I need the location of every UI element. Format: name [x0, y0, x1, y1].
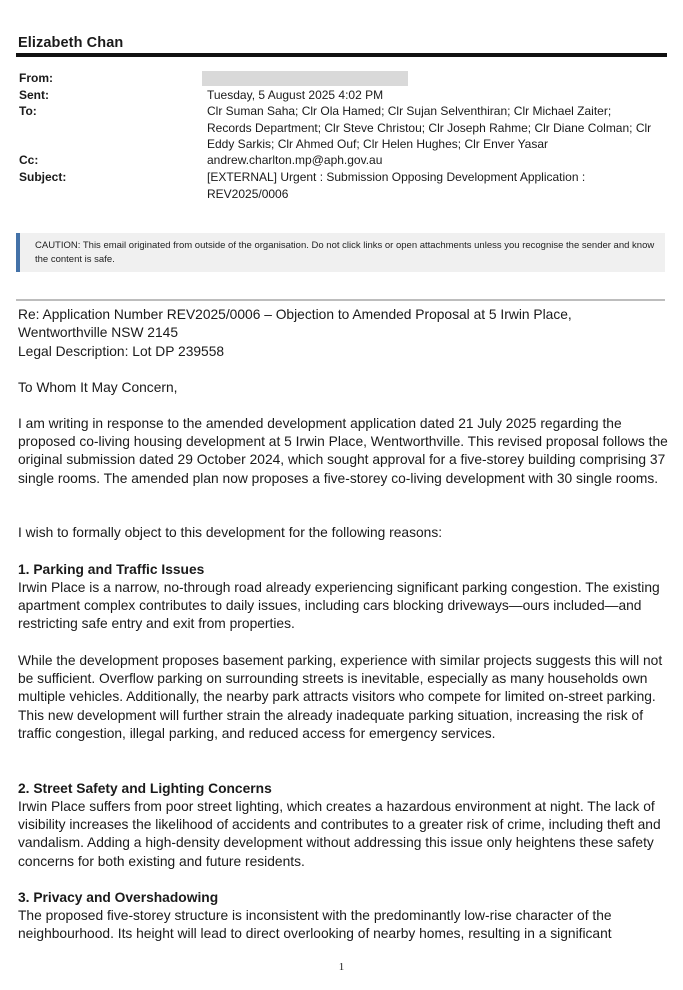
sender-name: Elizabeth Chan	[18, 35, 124, 51]
cc-label: Cc:	[19, 153, 39, 167]
to-label: To:	[19, 104, 37, 118]
salutation: To Whom It May Concern,	[18, 380, 178, 395]
page-number: 1	[338, 961, 345, 973]
parking-paragraph-2: While the development proposes basement parking, experience with similar projects suggests this will not be sufficient. Overflow parking on surrounding streets is inevitable, especially as many households own multiple vehicles. Additionally, the nearby park attracts visitors who compete for limited on-street parking. This new development will further strain the already inadequate parking situation, increasing the risk of traffic congestion, illegal parking, and reduced access for emergency services.	[18, 653, 663, 741]
body-separator	[16, 299, 665, 301]
street-safety-paragraph: Irwin Place suffers from poor street lighting, which creates a hazardous environment at night. The lack of visibility increases the likelihood of accidents and contributes to a greater risk of crime, including theft and vandalism. Adding a high-density development without addressing this issue only heightens these safety concerns for both existing and future residents.	[18, 799, 661, 869]
parking-paragraph-1: Irwin Place is a narrow, no-through road already experiencing significant parking congestion. The existing apartment complex contributes to daily issues, including cars blocking driveways—ours included—and restricting safe entry and exit from properties.	[18, 580, 660, 632]
re-line: Re: Application Number REV2025/0006 – Objection to Amended Proposal at 5 Irwin Place, Wentworthville NSW 2145	[18, 307, 572, 341]
sent-label: Sent:	[19, 88, 49, 102]
redacted-from-address	[202, 71, 408, 86]
privacy-paragraph: The proposed five-storey structure is inconsistent with the predominantly low-rise character of the neighbourhood. Its height will lead to direct overlooking of nearby homes, resulting in a significant	[18, 908, 612, 942]
cc-value: andrew.charlton.mp@aph.gov.au	[207, 153, 383, 167]
heading-street-safety: 2. Street Safety and Lighting Concerns	[18, 781, 272, 796]
caution-text: CAUTION: This email originated from outside of the organisation. Do not click links or open attachments unless you recognise the sender and know the content is safe.	[35, 240, 655, 265]
external-caution-banner	[16, 233, 665, 272]
heading-parking-traffic: 1. Parking and Traffic Issues	[18, 562, 205, 577]
intro-paragraph: I am writing in response to the amended development application dated 21 July 2025 regarding the proposed co-living housing development at 5 Irwin Place, Wentworthville. This revised proposal follows the original submission dated 29 October 2024, which sought approval for a five-storey building comprising 37 single rooms. The amended plan now proposes a five-storey co-living development with 30 single rooms.	[18, 416, 668, 486]
from-label: From:	[19, 71, 53, 85]
to-recipients: Clr Suman Saha; Clr Ola Hamed; Clr Sujan Selventhiran; Clr Michael Zaiter; Records Department; Clr Steve Christou; Clr Joseph Rahme; Clr Diane Colman; Clr Eddy Sarkis; Clr Ahmed Ouf; Clr Helen Hughes; Clr Enver Yasar	[207, 104, 652, 151]
legal-description: Legal Description: Lot DP 239558	[18, 344, 225, 359]
heading-privacy: 3. Privacy and Overshadowing	[18, 890, 219, 905]
subject-value: [EXTERNAL] Urgent : Submission Opposing Development Application : REV2025/0006	[207, 170, 586, 201]
objection-statement: I wish to formally object to this development for the following reasons:	[18, 525, 443, 540]
sent-value: Tuesday, 5 August 2025 4:02 PM	[207, 88, 384, 102]
header-divider	[16, 53, 667, 57]
subject-label: Subject:	[19, 170, 67, 184]
